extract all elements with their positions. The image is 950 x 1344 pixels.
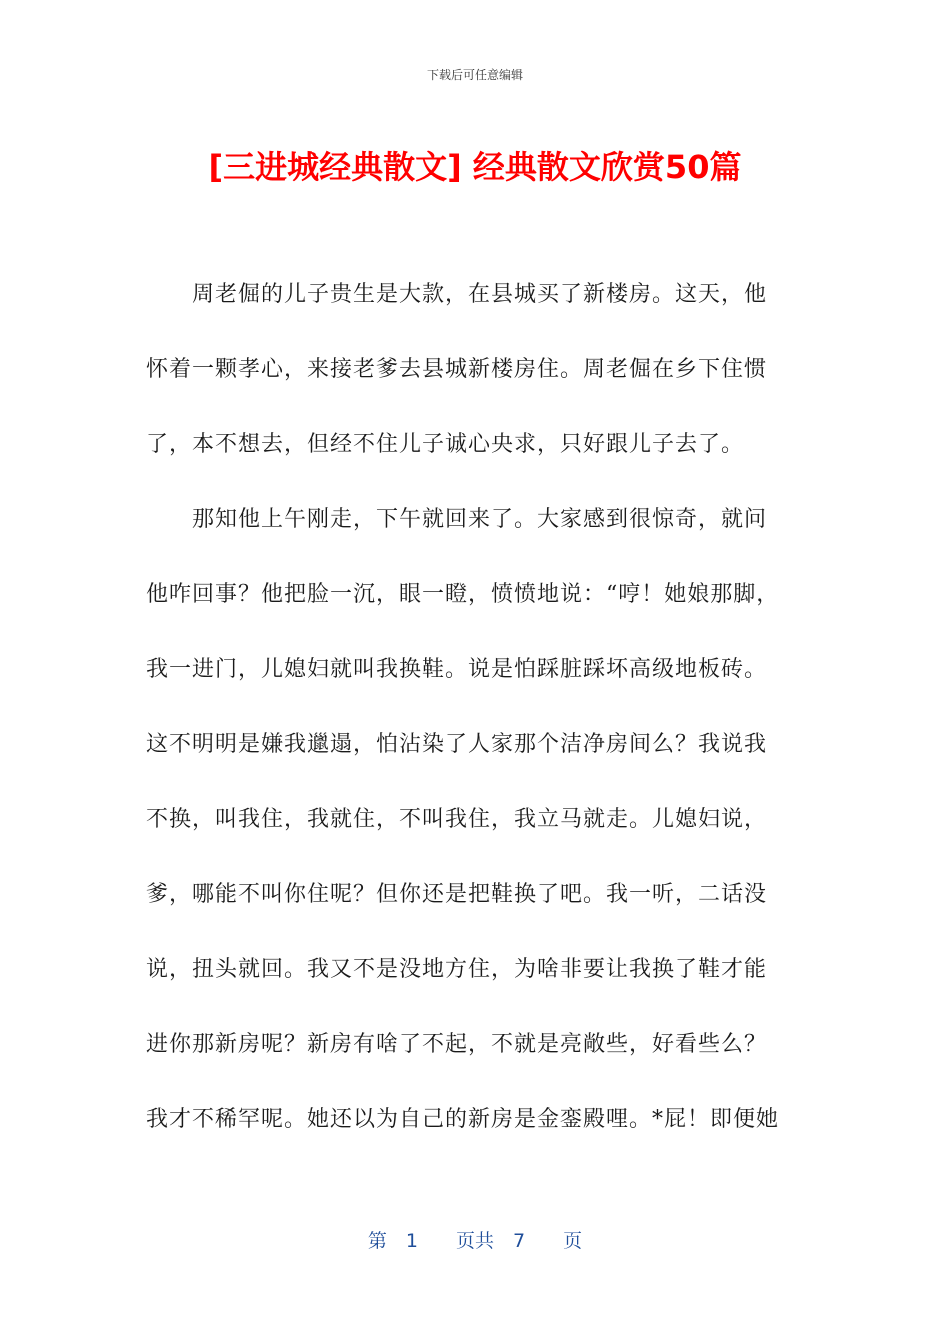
header-note: 下载后可任意编辑 — [426, 68, 523, 82]
article-body — [146, 272, 806, 1172]
text-line: 我一进门，儿媳妇就叫我换鞋。说是怕踩脏踩坏高级地板砖。 — [146, 657, 768, 682]
text-line: 我才不稀罕呢。她还以为自己的新房是金銮殿哩。*屁！即便她 — [146, 1107, 780, 1132]
document-title: [三进城经典散文] 经典散文欣赏50篇 — [208, 148, 742, 186]
text-line: 周老倔的儿子贵生是大款，在县城买了新楼房。这天，他 — [146, 282, 768, 307]
text-line: 爹，哪能不叫你住呢？但你还是把鞋换了吧。我一听，二话没 — [146, 882, 768, 907]
text-line: 不换，叫我住，我就住，不叫我住，我立马就走。儿媳妇说， — [146, 807, 768, 832]
text-line: 那知他上午刚走，下午就回来了。大家感到很惊奇，就问 — [146, 507, 768, 532]
text-line: 他咋回事？他把脸一沉，眼一瞪，愤愤地说：“哼！她娘那脚， — [146, 582, 780, 607]
text-line: 这不明明是嫌我邋遢，怕沾染了人家那个洁净房间么？我说我 — [146, 732, 768, 757]
page-footer: 第 1 页共 7 页 — [367, 1230, 583, 1252]
text-line: 进你那新房呢？新房有啥了不起，不就是亮敞些，好看些么？ — [146, 1032, 768, 1057]
text-line: 怀着一颗孝心，来接老爹去县城新楼房住。周老倔在乡下住惯 — [146, 357, 768, 382]
text-line: 说，扭头就回。我又不是没地方住，为啥非要让我换了鞋才能 — [146, 957, 768, 982]
text-line: 了，本不想去，但经不住儿子诚心央求，只好跟儿子去了。 — [146, 432, 745, 457]
